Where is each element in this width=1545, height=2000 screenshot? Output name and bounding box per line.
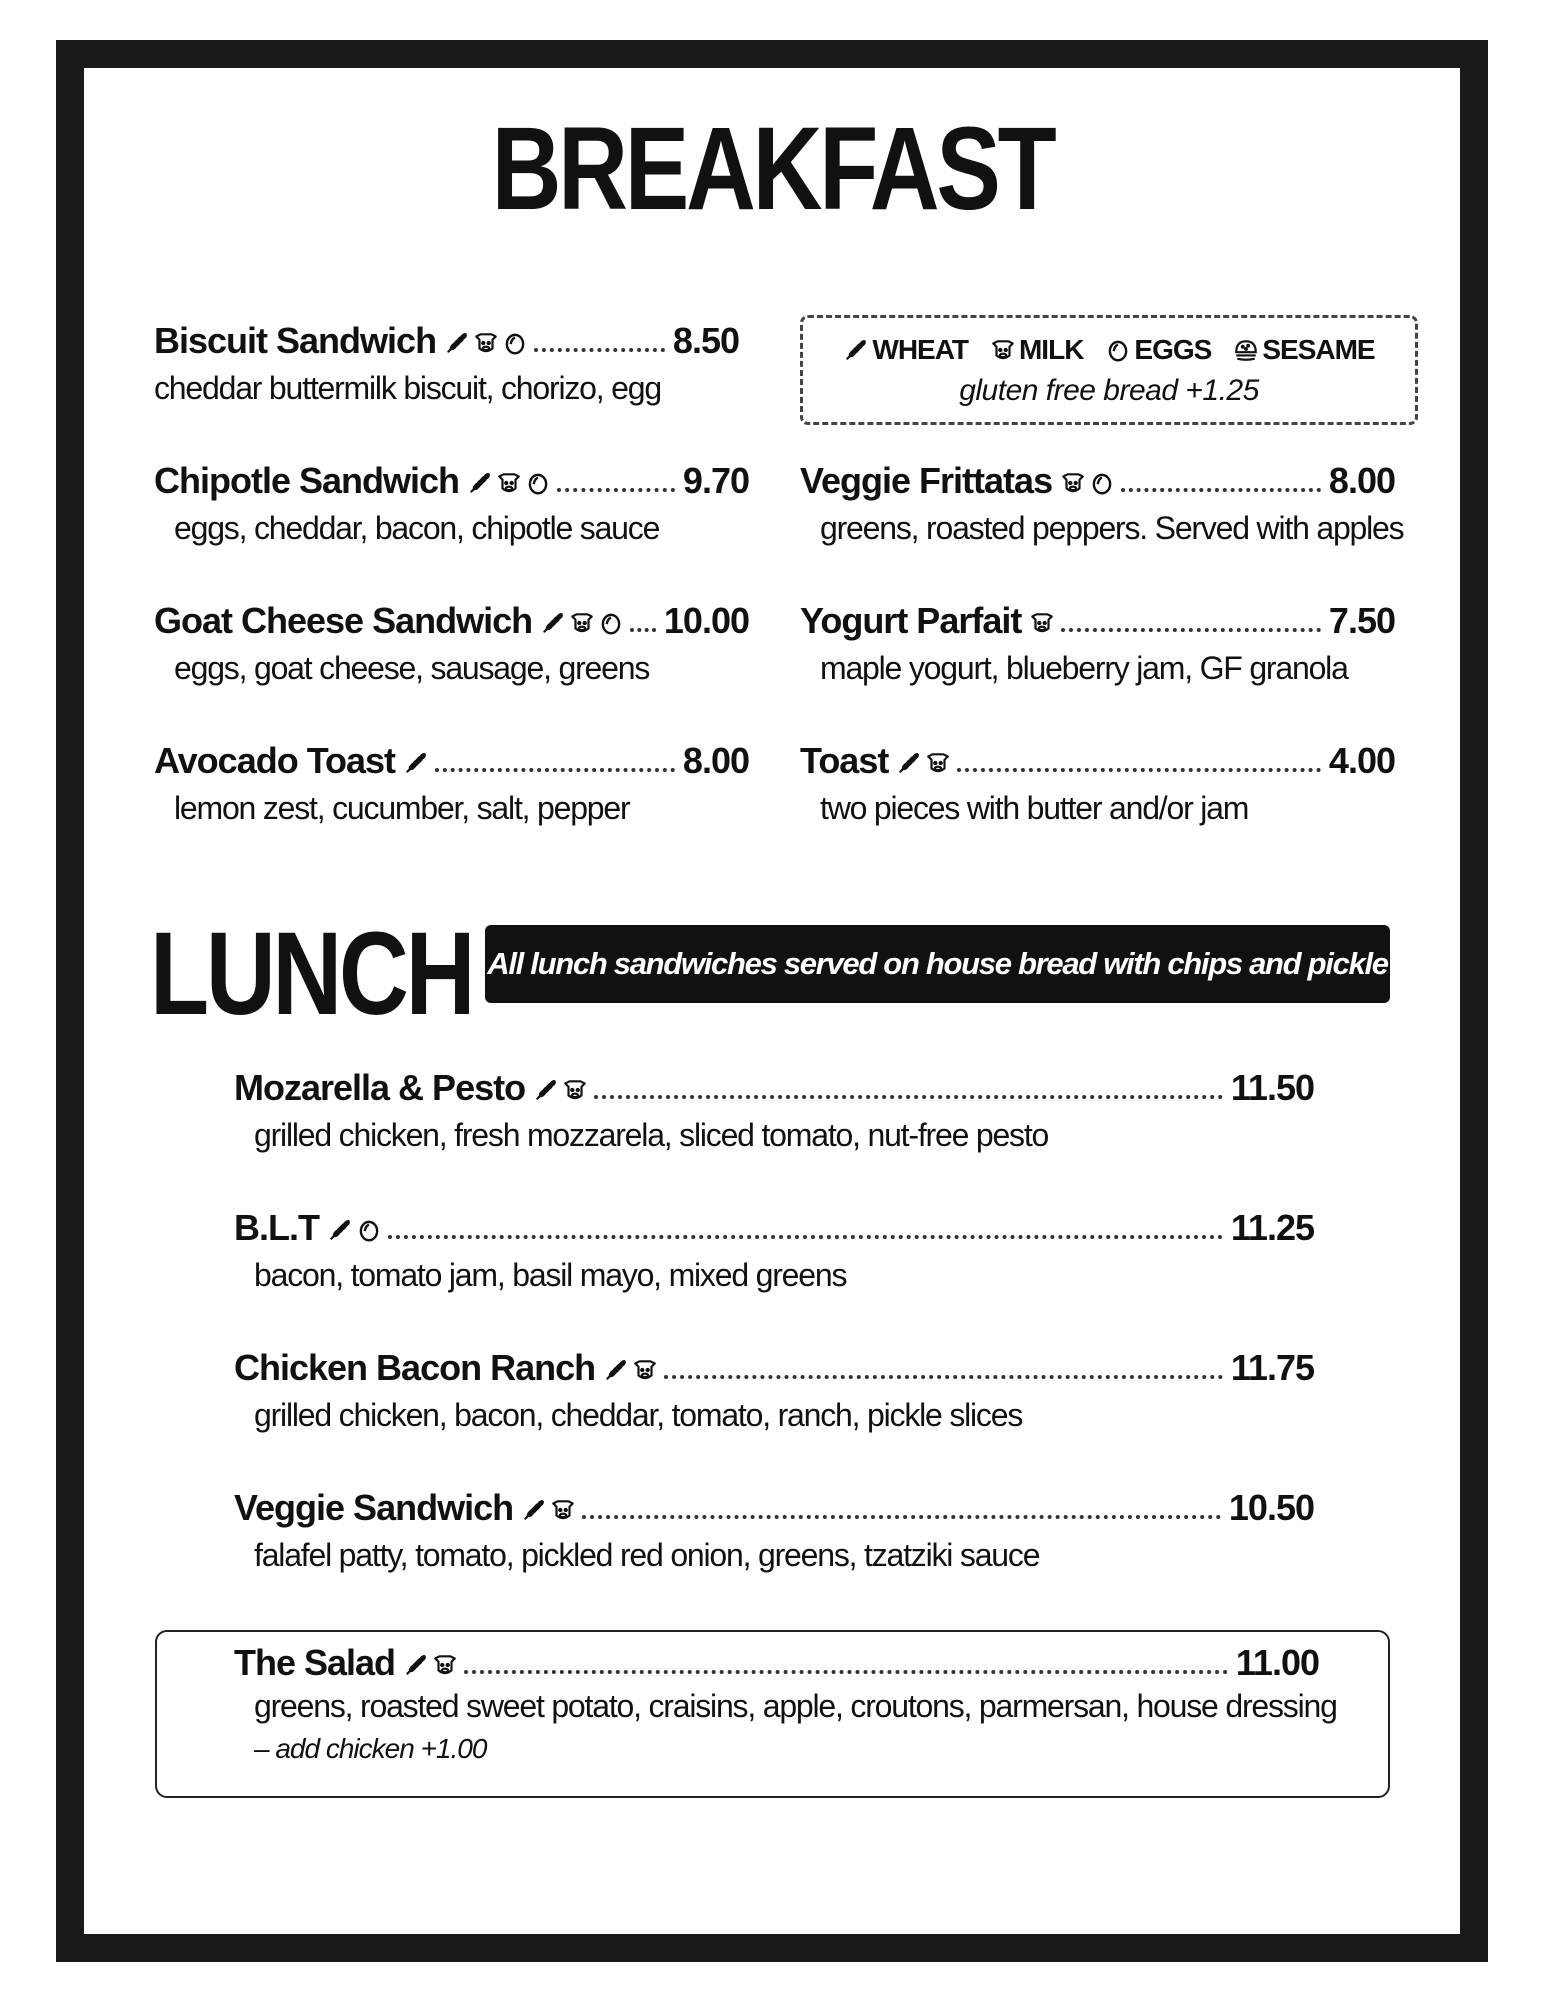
eggs-icon [525, 470, 551, 496]
allergen-legend [803, 334, 1415, 366]
allergen-icons [1060, 470, 1115, 496]
allergen-icons [540, 610, 624, 636]
item-description: greens, roasted sweet potato, craisins, apple, croutons, parmersan, house dressing [254, 1688, 1337, 1724]
item-name: B.L.T [234, 1207, 319, 1248]
item-description: two pieces with butter and/or jam [820, 790, 1249, 826]
item-description: maple yogurt, blueberry jam, GF granola [820, 650, 1348, 686]
leader-dots [594, 1095, 1223, 1099]
leader-dots [534, 348, 665, 352]
wheat-icon [467, 470, 493, 496]
leader-dots [557, 488, 675, 492]
menu-item-veggie-frittatas [800, 458, 1404, 547]
leader-dots [664, 1375, 1223, 1379]
item-price: 9.70 [682, 460, 749, 501]
legend-label: EGGS [1134, 334, 1212, 365]
item-name: Mozarella & Pesto [234, 1067, 526, 1108]
allergen-icons [403, 1652, 458, 1678]
item-description: bacon, tomato jam, basil mayo, mixed greens [254, 1257, 847, 1293]
allergen-icons [1029, 610, 1055, 636]
leader-dots [957, 768, 1321, 772]
allergen-icons [444, 330, 528, 356]
legend-eggs [1105, 334, 1211, 366]
allergen-legend-box [800, 315, 1418, 425]
wheat-icon [843, 337, 869, 363]
lunch-banner: All lunch sandwiches served on house bread with chips and pickle [485, 925, 1390, 1003]
allergen-icons [603, 1357, 658, 1383]
item-name: Goat Cheese Sandwich [154, 600, 533, 641]
eggs-icon [1089, 470, 1115, 496]
eggs-icon [598, 610, 624, 636]
sesame-icon [1233, 337, 1259, 363]
item-price: 8.00 [1328, 460, 1395, 501]
legend-label: MILK [1018, 334, 1084, 365]
item-name: The Salad [234, 1642, 396, 1683]
add-chicken-note: – add chicken +1.00 [254, 1733, 487, 1764]
item-price: 10.00 [663, 600, 749, 641]
wheat-icon [327, 1217, 353, 1243]
item-price: 11.50 [1230, 1067, 1314, 1108]
wheat-icon [444, 330, 470, 356]
allergen-icons [327, 1217, 382, 1243]
lunch-title: LUNCH [150, 908, 473, 1040]
milk-icon [1060, 470, 1086, 496]
item-name: Veggie Frittatas [800, 460, 1053, 501]
item-description: eggs, goat cheese, sausage, greens [174, 650, 650, 686]
menu-item-avocado-toast [154, 738, 749, 827]
item-name: Avocado Toast [154, 740, 396, 781]
item-price: 8.00 [682, 740, 749, 781]
menu-item-veggie-sandwich [234, 1485, 1314, 1574]
leader-dots [582, 1515, 1221, 1519]
item-description: grilled chicken, bacon, cheddar, tomato, ranch, pickle slices [254, 1397, 1023, 1433]
item-price: 4.00 [1328, 740, 1395, 781]
legend-milk [990, 334, 1083, 366]
milk-icon [432, 1652, 458, 1678]
milk-icon [925, 750, 951, 776]
eggs-icon [502, 330, 528, 356]
eggs-icon [356, 1217, 382, 1243]
item-price: 11.00 [1235, 1642, 1319, 1683]
breakfast-title: BREAKFAST [491, 103, 1054, 235]
item-price: 11.75 [1230, 1347, 1314, 1388]
milk-icon [1029, 610, 1055, 636]
item-description: cheddar buttermilk biscuit, chorizo, egg [154, 370, 661, 406]
allergen-icons [521, 1497, 576, 1523]
milk-icon [632, 1357, 658, 1383]
menu-item-yogurt-parfait [800, 598, 1395, 687]
leader-dots [435, 768, 675, 772]
menu-item-the-salad [234, 1640, 1337, 1765]
milk-icon [550, 1497, 576, 1523]
wheat-icon [521, 1497, 547, 1523]
item-price: 7.50 [1328, 600, 1395, 641]
item-description: grilled chicken, fresh mozzarela, sliced tomato, nut-free pesto [254, 1117, 1049, 1153]
wheat-icon [533, 1077, 559, 1103]
item-name: Biscuit Sandwich [154, 320, 437, 361]
milk-icon [990, 337, 1016, 363]
milk-icon [473, 330, 499, 356]
leader-dots [630, 628, 656, 632]
leader-dots [388, 1235, 1223, 1239]
milk-icon [496, 470, 522, 496]
menu-item-chicken-bacon-ranch [234, 1345, 1314, 1434]
gluten-free-note: gluten free bread +1.25 [959, 374, 1259, 407]
wheat-icon [603, 1357, 629, 1383]
item-name: Chicken Bacon Ranch [234, 1347, 596, 1388]
item-name: Chipotle Sandwich [154, 460, 460, 501]
wheat-icon [540, 610, 566, 636]
allergen-icons [403, 750, 429, 776]
item-name: Veggie Sandwich [234, 1487, 514, 1528]
allergen-icons [467, 470, 551, 496]
menu-item-toast [800, 738, 1395, 827]
item-price: 11.25 [1230, 1207, 1314, 1248]
leader-dots [1061, 628, 1321, 632]
legend-label: SESAME [1262, 334, 1375, 365]
legend-sesame [1233, 334, 1374, 366]
wheat-icon [403, 1652, 429, 1678]
item-price: 8.50 [672, 320, 739, 361]
milk-icon [569, 610, 595, 636]
item-name: Toast [800, 740, 889, 781]
milk-icon [562, 1077, 588, 1103]
item-description: lemon zest, cucumber, salt, pepper [174, 790, 630, 826]
legend-label: WHEAT [872, 334, 968, 365]
allergen-icons [533, 1077, 588, 1103]
item-description: eggs, cheddar, bacon, chipotle sauce [174, 510, 660, 546]
legend-wheat [843, 334, 968, 366]
wheat-icon [403, 750, 429, 776]
menu-item-chipotle-sandwich [154, 458, 749, 547]
wheat-icon [896, 750, 922, 776]
eggs-icon [1105, 337, 1131, 363]
item-price: 10.50 [1228, 1487, 1314, 1528]
menu-item-goat-cheese-sandwich [154, 598, 749, 687]
item-name: Yogurt Parfait [800, 600, 1022, 641]
item-description: greens, roasted peppers. Served with apples [820, 510, 1404, 546]
allergen-icons [896, 750, 951, 776]
menu-item-biscuit-sandwich [154, 318, 739, 407]
menu-item-blt [234, 1205, 1314, 1294]
item-description: falafel patty, tomato, pickled red onion, greens, tzatziki sauce [254, 1537, 1040, 1573]
leader-dots [1121, 488, 1321, 492]
menu-item-mozarella-pesto [234, 1065, 1314, 1154]
leader-dots [464, 1670, 1228, 1674]
